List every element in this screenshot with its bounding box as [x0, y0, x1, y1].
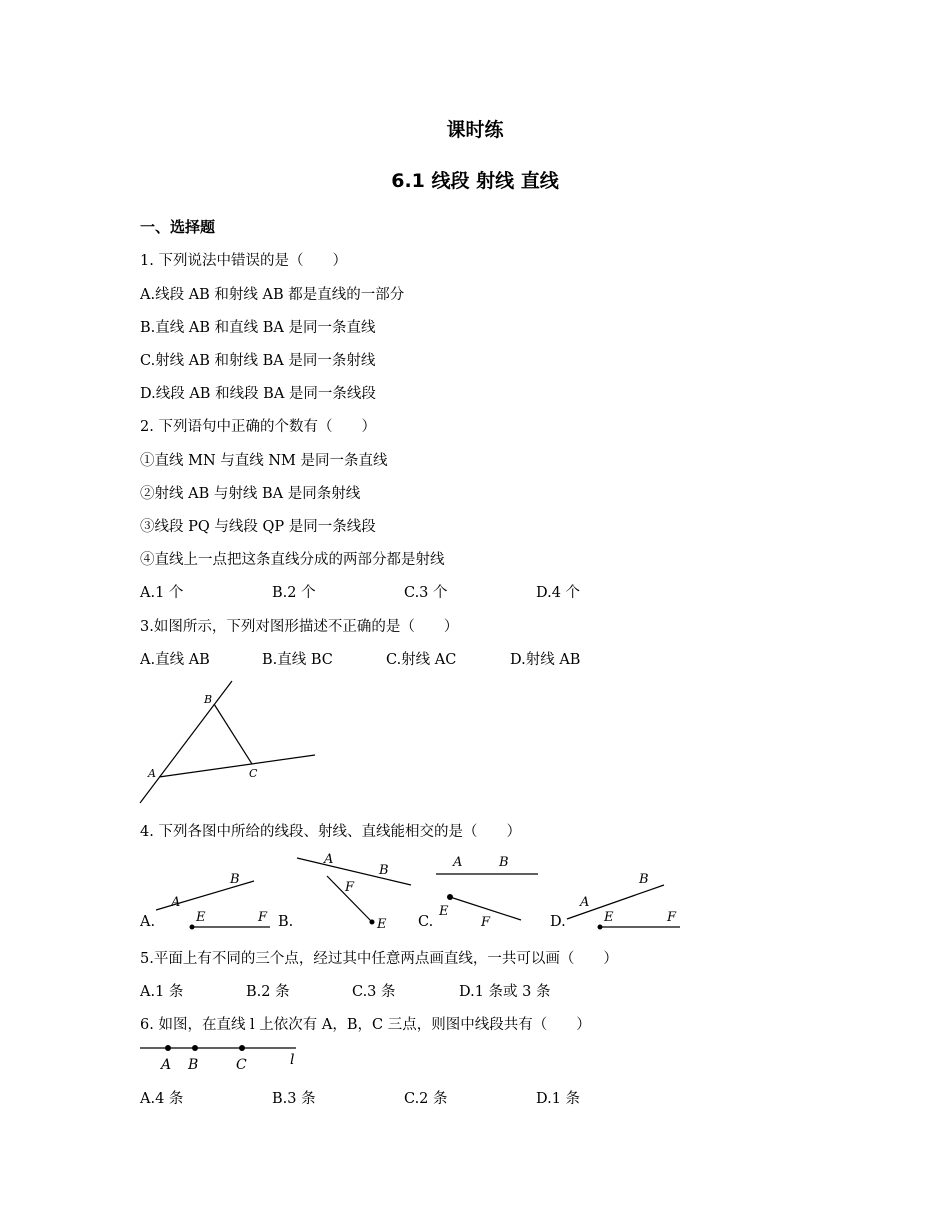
q2-statement-2: ②射线 AB 与射线 BA 是同条射线	[140, 486, 361, 502]
q5-option-a: A.1 条	[140, 984, 184, 1000]
q4-a-label-a: A	[171, 895, 181, 910]
q5-option-d: D.1 条或 3 条	[459, 984, 551, 1000]
q2-option-a: A.1 个	[140, 585, 184, 601]
q5-stem: 5.平面上有不同的三个点，经过其中任意两点画直线，一共可以画（ ）	[140, 951, 618, 967]
q6-point-c	[239, 1045, 245, 1051]
q6-label-a: A	[161, 1057, 172, 1073]
q4-option-b-label: B.	[278, 914, 294, 930]
q4-a-label-e: E	[196, 910, 206, 925]
q4-option-d-label: D.	[550, 914, 566, 930]
q2-statement-4: ④直线上一点把这条直线分成的两部分都是射线	[140, 552, 445, 568]
q3-label-a: A	[148, 767, 156, 780]
q1-option-d: D.线段 AB 和线段 BA 是同一条线段	[140, 386, 376, 402]
q3-option-c: C.射线 AC	[386, 652, 457, 668]
q4-b-label-b: B	[379, 863, 389, 878]
q6-label-c: C	[236, 1057, 247, 1073]
q6-point-a	[165, 1045, 171, 1051]
q3-label-c: C	[249, 767, 258, 780]
q3-stem: 3.如图所示，下列对图形描述不正确的是（ ）	[140, 619, 459, 635]
q4-c-label-e: E	[439, 904, 449, 919]
q6-label-l: l	[290, 1052, 295, 1068]
q4-d-label-f: F	[667, 910, 677, 925]
q3-option-d: D.射线 AB	[510, 652, 581, 668]
q4-d-label-b: B	[639, 872, 649, 887]
q4-c-label-a: A	[453, 855, 463, 870]
q6-option-b: B.3 条	[272, 1091, 316, 1107]
q6-point-b	[192, 1045, 198, 1051]
q6-label-b: B	[188, 1057, 199, 1073]
q2-statement-3: ③线段 PQ 与线段 QP 是同一条线段	[140, 519, 376, 535]
q4-b-label-a: A	[324, 852, 334, 867]
q3-option-a: A.直线 AB	[140, 652, 210, 668]
q6-option-c: C.2 条	[404, 1091, 448, 1107]
q4-option-a-label: A.	[140, 914, 156, 930]
q1-option-c: C.射线 AB 和射线 BA 是同一条射线	[140, 353, 376, 369]
q4-d-label-a: A	[580, 895, 590, 910]
q5-option-c: C.3 条	[352, 984, 396, 1000]
q2-option-c: C.3 个	[404, 585, 448, 601]
page-title: 课时练	[446, 119, 504, 141]
q2-option-d: D.4 个	[536, 585, 581, 601]
q4-c-label-b: B	[499, 855, 509, 870]
section-heading: 一、选择题	[140, 218, 216, 236]
q4-a-label-f: F	[258, 910, 268, 925]
q3-label-b: B	[204, 693, 213, 706]
q1-option-a: A.线段 AB 和射线 AB 都是直线的一部分	[140, 287, 405, 303]
q2-option-b: B.2 个	[272, 585, 316, 601]
q4-b-label-f: F	[345, 880, 355, 895]
q4-c-label-f: F	[481, 915, 491, 930]
q4-a-label-b: B	[230, 872, 240, 887]
q5-option-b: B.2 条	[246, 984, 290, 1000]
q6-stem: 6. 如图，在直线 l 上依次有 A，B，C 三点，则图中线段共有（ ）	[140, 1017, 591, 1033]
q1-stem: 1. 下列说法中错误的是（ ）	[140, 253, 347, 269]
page-subtitle: 6.1 线段 射线 直线	[391, 170, 559, 192]
q4-d-label-e: E	[604, 910, 614, 925]
q1-option-b: B.直线 AB 和直线 BA 是同一条直线	[140, 320, 376, 336]
q2-statement-1: ①直线 MN 与直线 NM 是同一条直线	[140, 453, 388, 469]
q3-option-b: B.直线 BC	[262, 652, 333, 668]
q4-b-label-e: E	[377, 917, 387, 932]
q4-stem: 4. 下列各图中所给的线段、射线、直线能相交的是（ ）	[140, 824, 521, 840]
q2-stem: 2. 下列语句中正确的个数有（ ）	[140, 419, 376, 435]
q4-option-c-label: C.	[418, 914, 434, 930]
q6-option-d: D.1 条	[536, 1091, 581, 1107]
q6-option-a: A.4 条	[140, 1091, 184, 1107]
